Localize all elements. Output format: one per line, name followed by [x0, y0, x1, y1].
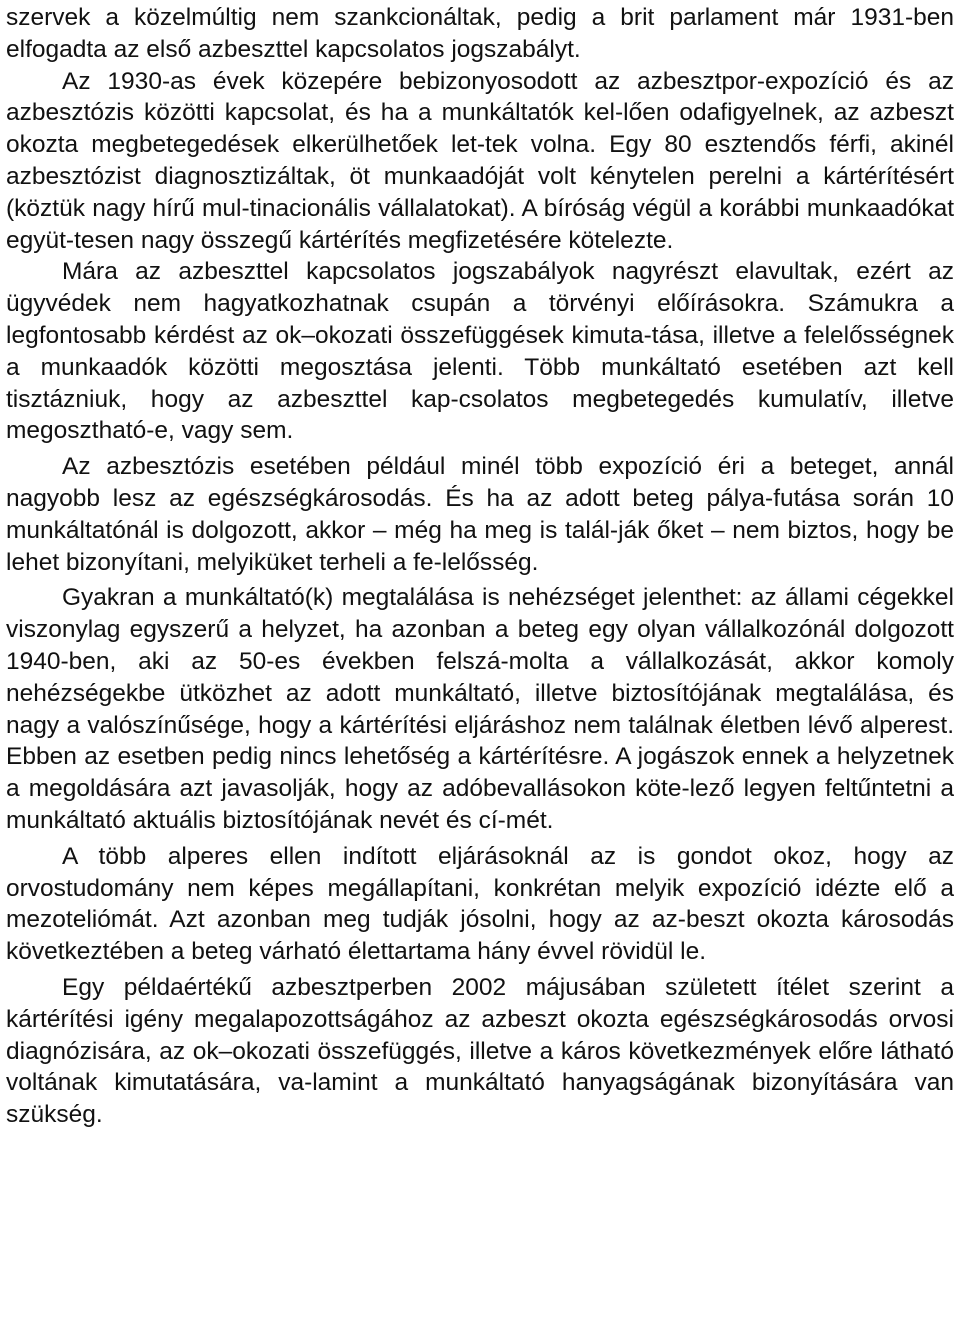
- paragraph-outdated-laws: Mára az azbeszttel kapcsolatos jogszabályok nagyrészt elavultak, ezért az ügyvédek nem hagyatkozhatnak csupán a törvényi előírásokra. Számukra a legfontosabb kérdést az ok–okozati összefüggések kimuta-tása, illetve a felelősségnek a munkaadók közötti megosztása jelenti. Több munkáltató esetében azt kell tisztázniuk, hogy az azbeszttel kap-csolatos megbetegedés kumulatív, illetve megosztható-e, vagy sem.: [6, 258, 954, 445]
- paragraph-asbestosis-link: Az 1930-as évek közepére bebizonyosodott az azbesztpor-expozíció és az azbesztózis közötti kapcsolat, és ha a munkáltatók kel-lően odafigyelnek, az azbeszt okozta megbetegedések elkerülhetőek let-tek volna. Egy 80 esztendős férfi, akinél azbesztózist diagnosztizáltak, öt munkaadóját volt kénytelen perelni a kártérítésért (köztük nagy hírű mul-tinacionális vállalatokat). A bíróság végül a korábbi munkaadókat együt-tesen nagy összegű kártérítés megfizetésére kötelezte.: [6, 67, 954, 254]
- paragraph-continuation: szervek a közelmúltig nem szankcionáltak, pedig a brit parlament már 1931-ben elfogadta az első azbeszttel kapcsolatos jogszabályt.: [6, 4, 954, 63]
- paragraph-multiple-defendants: A több alperes ellen indított eljárásoknál az is gondot okoz, hogy az orvostudomány nem képes megállapítani, konkrétan melyik expozíció idézte elő a mezoteliómát. Azt azonban meg tudják jósolni, hogy az az-beszt okozta károsodás következtében a beteg várható élettartama hány évvel rövidül le.: [6, 842, 954, 966]
- paragraph-finding-employer: Gyakran a munkáltató(k) megtalálása is nehézséget jelenthet: az állami cégekkel viszonylag egyszerű a helyzet, ha azonban a beteg egy olyan vállalkozónál dolgozott 1940-ben, aki az 50-es években felszá-molta a vállalkozását, akkor komoly nehézségekbe ütközhet az adott munkáltató, illetve biztosítójának megtalálása, és nagy a valószínűsége, hogy a kártérítési eljáráshoz nem találnak életben lévő alperest. Ebben az esetben pedig nincs lehetőség a kártérítésre. A jogászok ennek a helyzetnek a megoldására azt javasolják, hogy az adóbevallásokon köte-lező legyen feltűntetni a munkáltató aktuális biztosítójának nevét és cí-mét.: [6, 584, 954, 834]
- paragraph-exposure-example: Az azbesztózis esetében például minél több expozíció éri a beteget, annál nagyobb lesz az egészségkárosodás. És ha az adott beteg pálya-futása során 10 munkáltatónál is dolgozott, akkor – még ha meg is talál-ják őket – nem biztos, hogy be lehet bizonyítani, melyiküket terheli a fe-lelősség.: [6, 453, 954, 576]
- body-text: [6, 2, 954, 1131]
- paragraph-landmark-case: Egy példaértékű azbesztperben 2002 májusában született ítélet szerint a kártérítési igény megalapozottságához az azbeszt okozta egészségkárosodás orvosi diagnózisára, az ok–okozati összefüggés, illetve a káros következmények előre látható voltának kimutatására, va-lamint a munkáltató hanyagságának bizonyítására van szükség.: [6, 973, 954, 1129]
